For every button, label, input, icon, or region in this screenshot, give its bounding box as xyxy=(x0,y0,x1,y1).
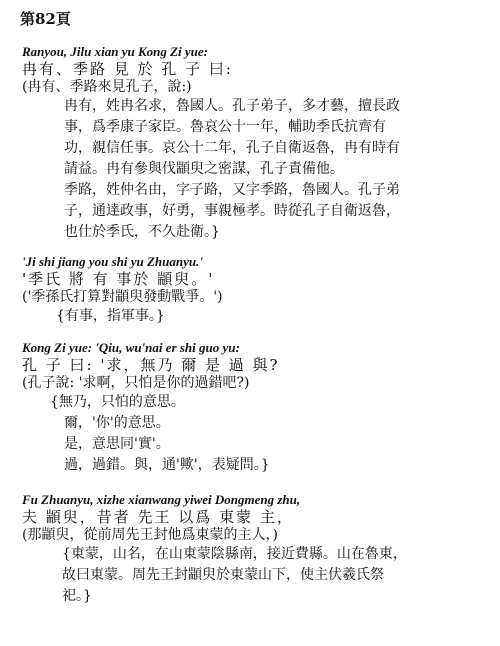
pinyin-line: 'Ji shi jiang you shi yu Zhuanyu.' xyxy=(22,254,203,269)
note-line: 爾，'你'的意思。 xyxy=(64,415,170,431)
note-line: 季路，姓仲名由，字子路，又字季路，魯國人。孔子弟 xyxy=(64,182,400,198)
pinyin-line: Fu Zhuanyu, xizhe xianwang yiwei Dongmeng zhu, xyxy=(22,492,301,507)
note-line: {東蒙，山名，在山東蒙陰縣南，接近費縣。山在魯東， xyxy=(62,546,407,562)
note-line: 請益。冉有參與伐顓臾之密謀，孔子責備他。 xyxy=(64,161,344,177)
translation-line: (那顓臾，從前周先王封他爲東蒙的主人，) xyxy=(22,527,278,543)
translation-line: (冉有、季路來見孔子，說:) xyxy=(22,79,192,95)
pinyin-line: Ranyou, Jilu xian yu Kong Zi yue: xyxy=(22,44,208,59)
note-line: 也仕於季氏，不久赴衛。} xyxy=(64,224,220,240)
note-line: 故曰東蒙。周先王封顓臾於東蒙山下，使主伏羲氏祭 xyxy=(62,567,384,583)
note-line: 過，過錯。與，通'歟'，表疑問。} xyxy=(64,457,270,473)
chinese-text-line: 夫 顓臾，昔者 先王 以爲 東蒙 主， xyxy=(22,508,294,526)
chinese-text-line: 冉有、季路 見 於 孔 子 曰: xyxy=(22,60,233,78)
note-line: {無乃，只怕的意思。 xyxy=(50,394,185,410)
passage-section-1 xyxy=(0,44,500,243)
passage-section-3 xyxy=(0,340,500,476)
page-number-header: 第82頁 xyxy=(20,10,71,28)
passage-section-4 xyxy=(0,492,500,607)
passage-section-2 xyxy=(0,254,500,327)
note-line: {有事，指軍事。} xyxy=(56,308,165,324)
translation-line: ('季孫氏打算對顓臾發動戰爭。') xyxy=(22,289,223,305)
chinese-text-line: 孔 子 曰: '求，無乃 爾 是 過 與? xyxy=(22,356,280,374)
pinyin-line: Kong Zi yue: 'Qiu, wu'nai er shi guo yu: xyxy=(22,340,240,355)
note-line: 是，意思同'實'。 xyxy=(64,436,170,452)
note-line: 祀。} xyxy=(62,588,92,604)
note-line: 事，爲季康子家臣。魯哀公十一年，輔助季氏抗齊有 xyxy=(64,119,386,135)
note-line: 功，親信任事。哀公十二年，孔子自衛返魯，冉有時有 xyxy=(64,140,400,156)
note-line: 子，通達政事，好勇，事親極孝。時從孔子自衛返魯， xyxy=(64,203,400,219)
translation-line: (孔子說: '求啊，只怕是你的過錯吧?) xyxy=(22,375,250,391)
note-line: 冉有，姓冉名求，魯國人。孔子弟子，多才藝，擅長政 xyxy=(64,98,400,114)
chinese-text-line: '季氏 將 有 事於 顓臾。' xyxy=(22,270,215,288)
